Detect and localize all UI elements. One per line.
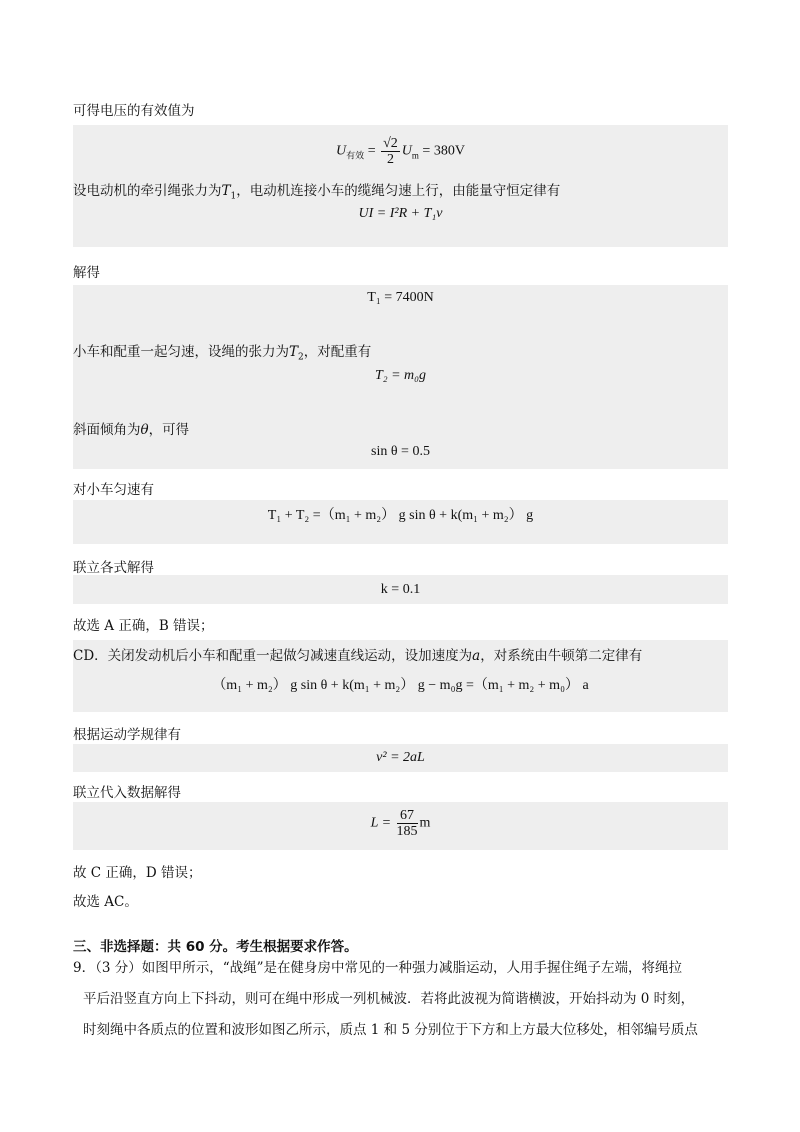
question-9-line-3: 时刻绳中各质点的位置和波形如图乙所示，质点 1 和 5 分别位于下方和上方最大位移处，相邻编号质点	[83, 1022, 698, 1038]
text-line: 设电动机的牵引绳张力为$T_1$，电动机连接小车的缆绳匀速上行，由能量守恒定律有	[73, 183, 561, 202]
text-line: 根据运动学规律有	[73, 727, 181, 743]
equation-energy: UI = I²R + T₁v	[358, 206, 443, 221]
text-line: 联立各式解得	[73, 560, 154, 576]
text-line: 故选 AC。	[73, 894, 138, 910]
text-line: 联立代入数据解得	[73, 785, 181, 801]
fraction: $\frac{√2}{2}$	[383, 136, 398, 167]
text-line: 故 C 正确，D 错误；	[73, 865, 202, 881]
equation-kinematics: v² = 2aL	[376, 750, 425, 765]
text-line: 对小车匀速有	[73, 482, 154, 498]
equation-L: L = $\frac{67}{185}$ m	[370, 808, 431, 839]
equation-T1: T₁ = 7400N	[367, 290, 434, 305]
text-line: 故选 A 正确，B 错误；	[73, 618, 214, 634]
equation-newton-second-law: （m₁ + m₂） g sin θ + k(m₁ + m₂） g − m₀g =（m₁ + m₂ + m₀） a	[212, 678, 589, 693]
section-heading: 三、非选择题：共 60 分。考生根据要求作答。	[73, 939, 358, 955]
equation-effective-voltage: $U_{有效}$ = $\frac{√2}{2}$ $U_m = 380V$	[336, 136, 465, 167]
text-line: 斜面倾角为θ，可得	[73, 422, 190, 438]
question-9-line-2: 平后沿竖直方向上下抖动，则可在绳中形成一列机械波．若将此波视为简谐横波，开始抖动为 0 时刻，	[83, 991, 695, 1007]
equation-car-uniform: T₁ + T₂ =（m₁ + m₂） g sin θ + k(m₁ + m₂） g	[267, 508, 534, 523]
fraction: $\frac{67}{185}$	[396, 808, 418, 839]
equation-k: k = 0.1	[380, 582, 421, 597]
equation-sin-theta: sin θ = 0.5	[371, 444, 430, 459]
text-line: 小车和配重一起匀速，设绳的张力为$T_2$，对配重有	[73, 344, 372, 363]
equation-T2: T₂ = m₀g	[374, 368, 427, 383]
text-line: 可得电压的有效值为	[73, 103, 195, 119]
text-line: CD．关闭发动机后小车和配重一起做匀减速直线运动，设加速度为a，对系统由牛顿第二定律有	[73, 648, 643, 664]
question-9-line-1: 9．（3 分）如图甲所示，“战绳”是在健身房中常见的一种强力减脂运动，人用手握住绳子左端，将绳拉	[73, 960, 683, 976]
text-line: 解得	[73, 265, 100, 281]
